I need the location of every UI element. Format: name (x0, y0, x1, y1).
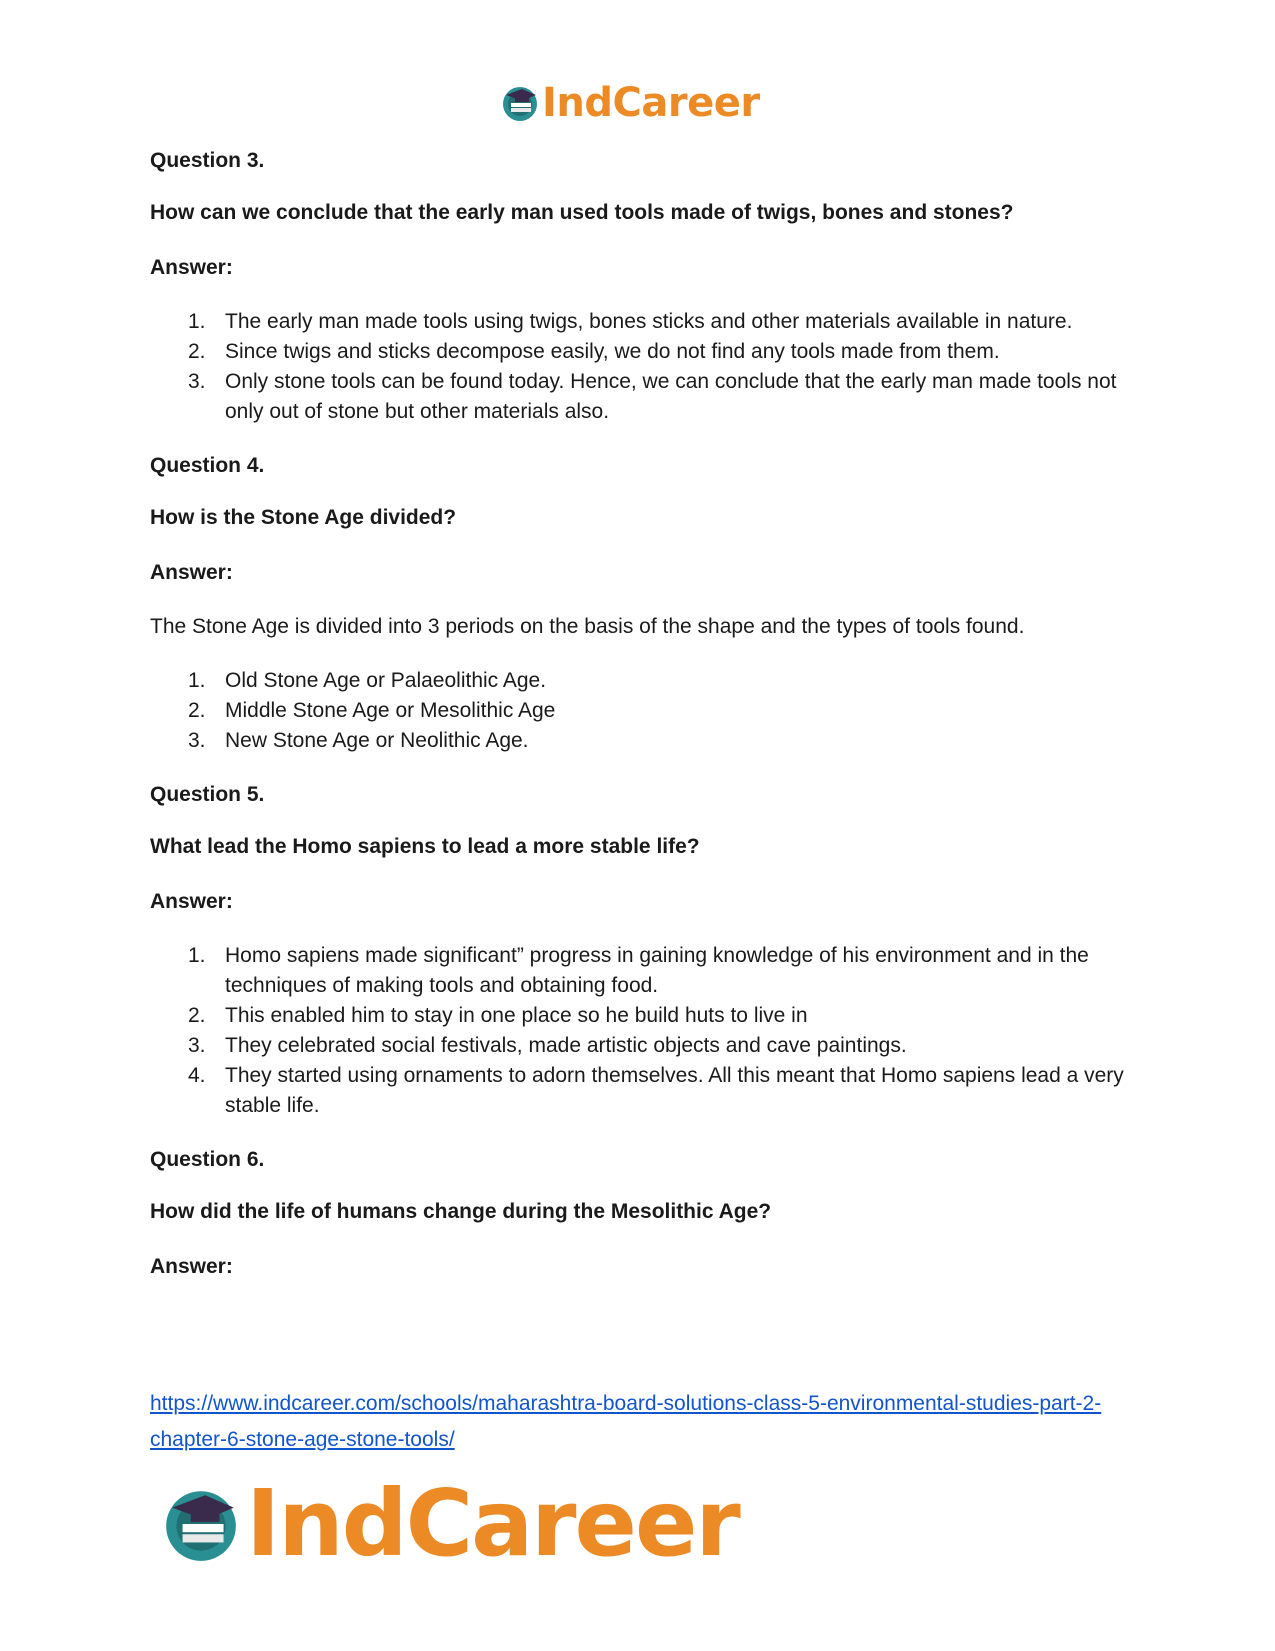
list-item: 3. They celebrated social festivals, made artistic objects and cave paintings. (188, 1034, 907, 1057)
list-item: 3. New Stone Age or Neolithic Age. (188, 729, 529, 752)
question-6-label: Question 6. (150, 1148, 265, 1171)
question-5-text: What lead the Homo sapiens to lead a more stable life? (150, 835, 700, 858)
question-4-text: How is the Stone Age divided? (150, 506, 457, 529)
list-item: 2. This enabled him to stay in one place so he build huts to live in (188, 1004, 808, 1027)
source-url-link[interactable]: https://www.indcareer.com/schools/maharashtra-board-solutions-class-5-environmental-studies-part-2-chapter-6-stone-age-stone-tools/ (150, 1392, 1102, 1451)
brand-logo-text: IndCareer (246, 1470, 739, 1577)
graduation-cap-globe-icon (160, 1483, 242, 1565)
brand-logo-footer (160, 1470, 739, 1577)
brand-logo-header (500, 80, 760, 126)
answer-4-intro: The Stone Age is divided into 3 periods on the basis of the shape and the types of tools found. (150, 615, 1025, 638)
list-item: 1. Homo sapiens made significant” progress in gaining knowledge of his environment and in the techniques of making tools and obtaining food. (188, 944, 1089, 997)
graduation-cap-globe-icon (500, 83, 540, 123)
question-4-label: Question 4. (150, 454, 265, 477)
answer-3-label: Answer: (150, 256, 233, 279)
list-item: 2. Since twigs and sticks decompose easily, we do not find any tools made from them. (188, 340, 1000, 363)
list-item: 4. They started using ornaments to adorn themselves. All this meant that Homo sapiens lead a very stable life. (188, 1064, 1124, 1117)
answer-3-list (150, 307, 1130, 427)
list-item: 2. Middle Stone Age or Mesolithic Age (188, 699, 556, 722)
question-5-label: Question 5. (150, 783, 265, 806)
answer-4-label: Answer: (150, 561, 233, 584)
answer-5-list (150, 941, 1130, 1121)
document-body (150, 148, 1130, 1306)
list-item: 3. Only stone tools can be found today. Hence, we can conclude that the early man made tools not only out of stone but other materials also. (188, 370, 1117, 423)
brand-logo-text: IndCareer (542, 80, 760, 126)
list-item: 1. The early man made tools using twigs, bones sticks and other materials available in nature. (188, 310, 1073, 333)
question-3-label: Question 3. (150, 149, 265, 172)
question-3-text: How can we conclude that the early man used tools made of twigs, bones and stones? (150, 201, 1014, 224)
answer-6-label: Answer: (150, 1255, 233, 1278)
answer-4-list (150, 666, 1130, 756)
list-item: 1. Old Stone Age or Palaeolithic Age. (188, 669, 547, 692)
question-6-text: How did the life of humans change during the Mesolithic Age? (150, 1200, 772, 1223)
answer-5-label: Answer: (150, 890, 233, 913)
